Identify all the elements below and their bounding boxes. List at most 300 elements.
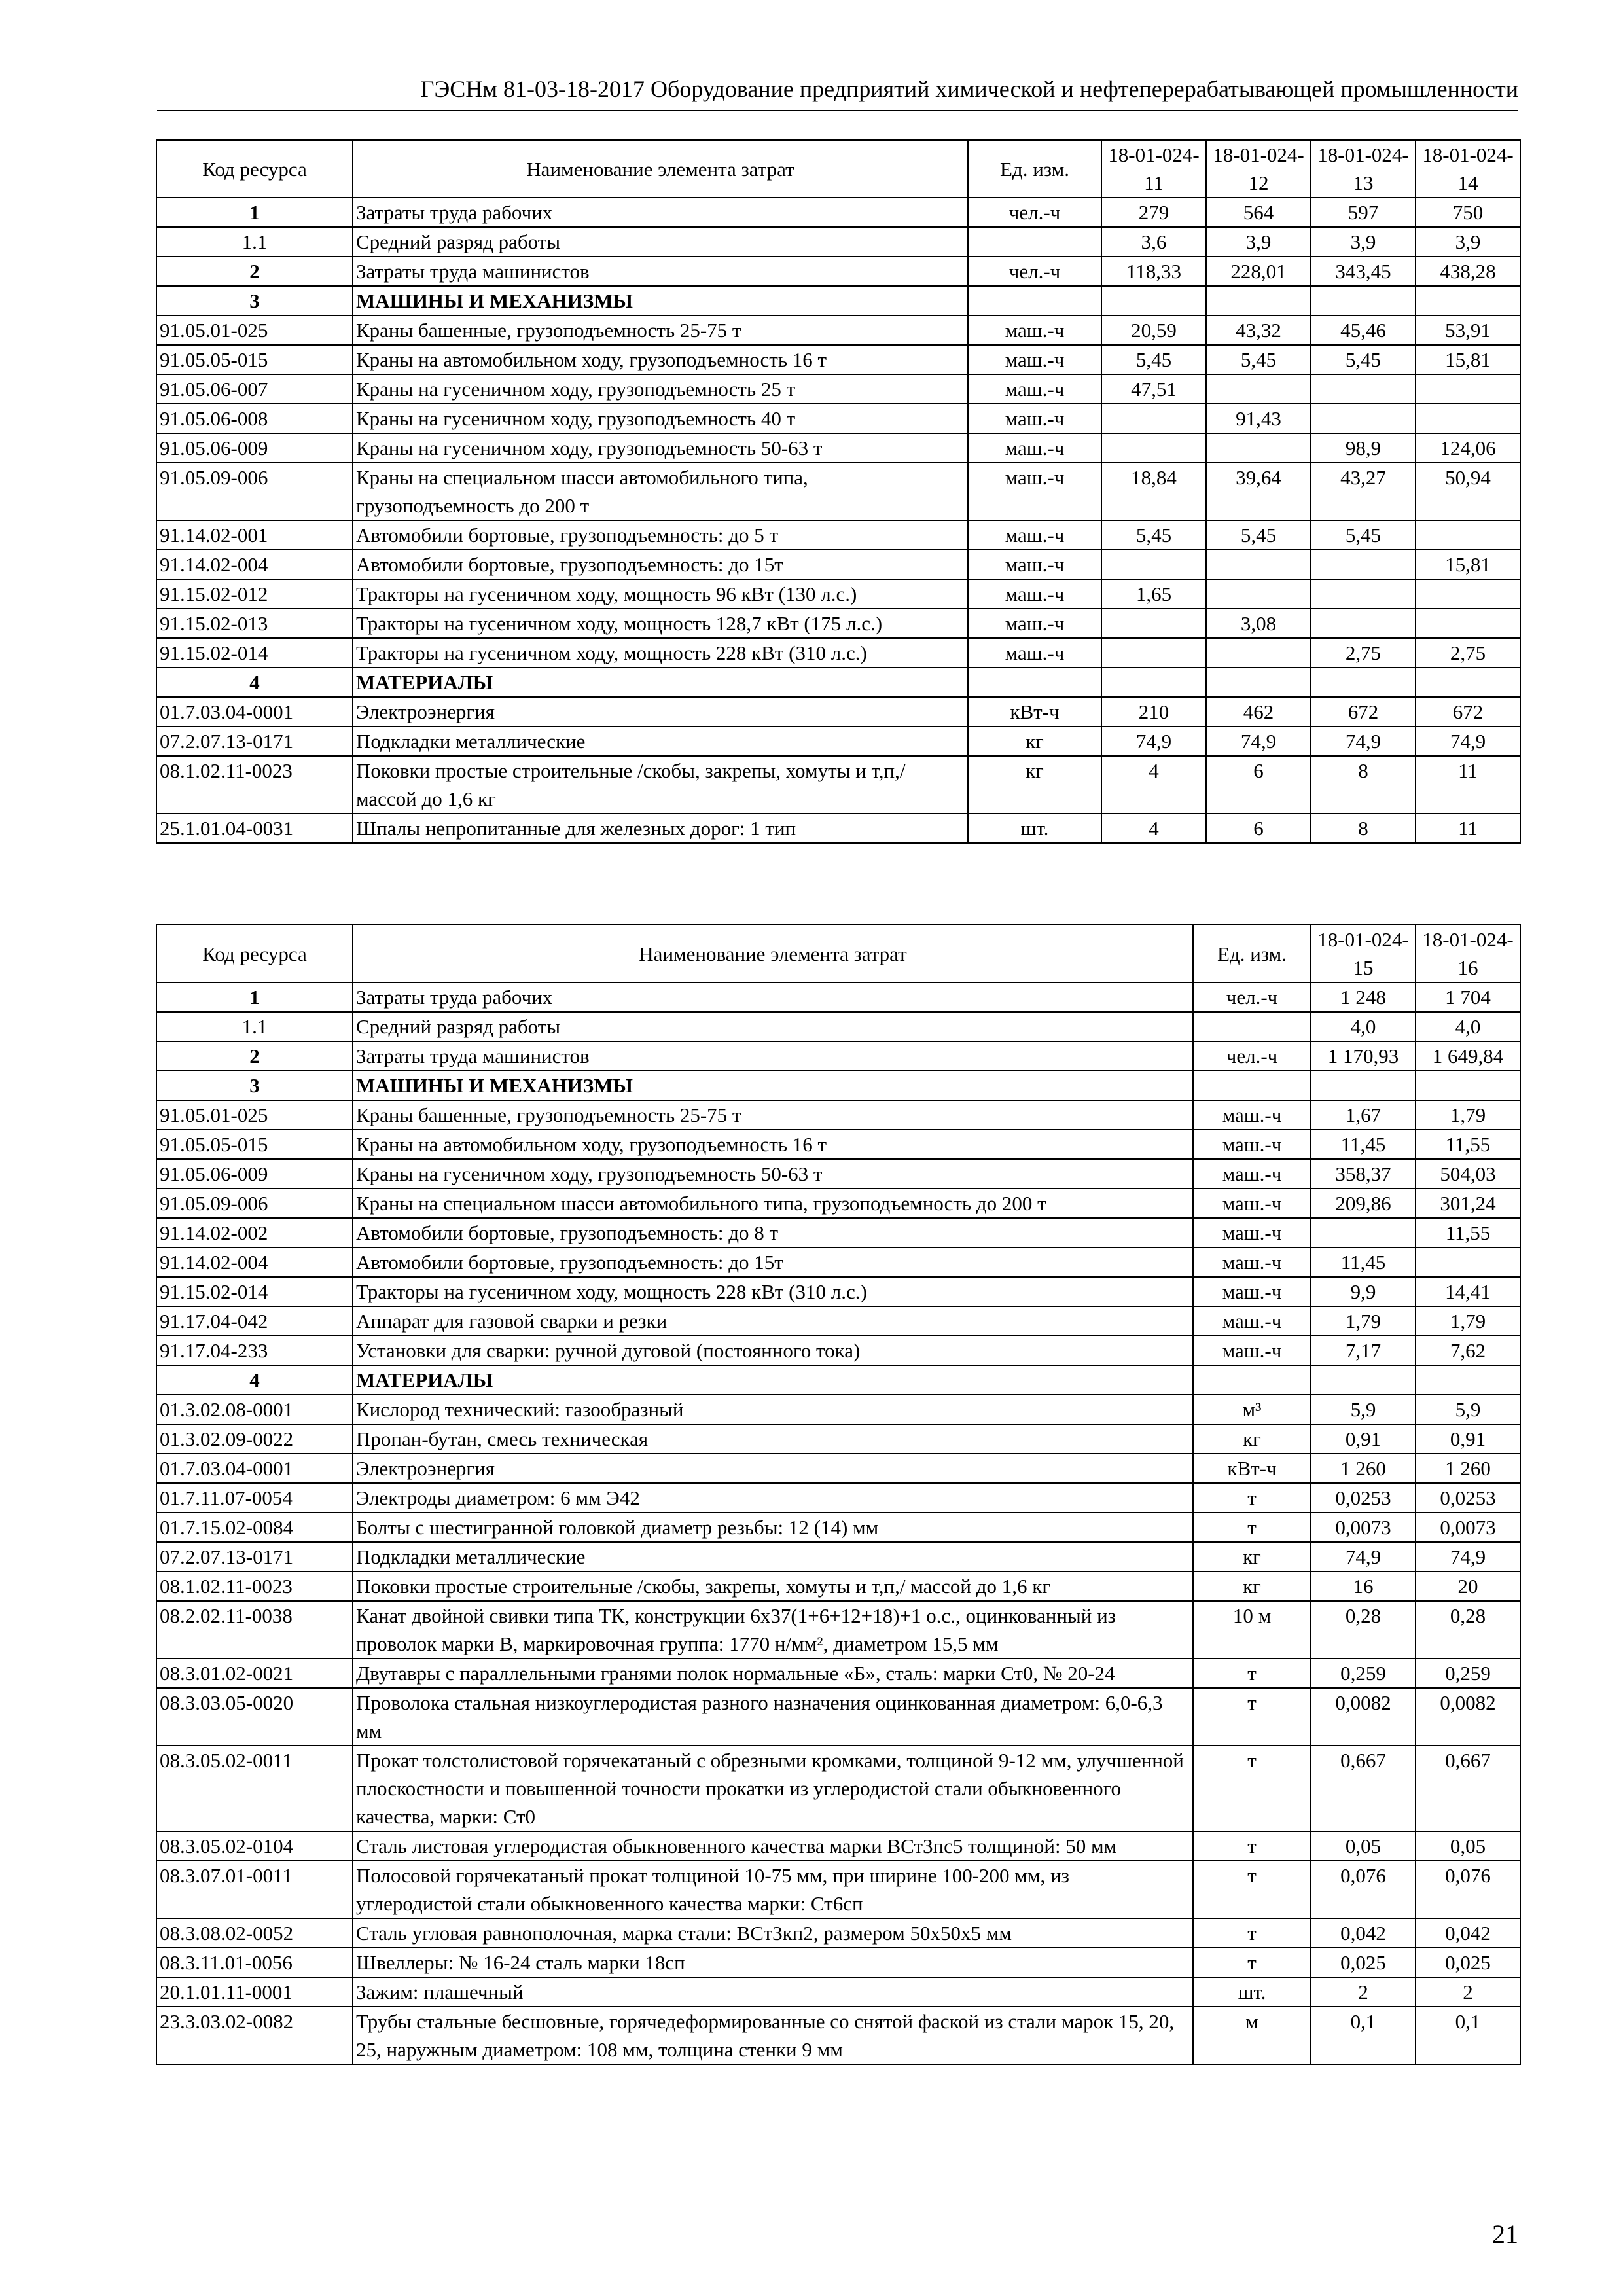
value-cell — [1206, 668, 1311, 697]
value-cell: 15,81 — [1416, 550, 1520, 579]
table-row — [156, 697, 1520, 726]
table-row — [156, 1395, 1520, 1424]
resource-code-cell: 08.3.07.01-0011 — [156, 1861, 353, 1918]
value-cell: 3,9 — [1311, 227, 1416, 257]
resource-name-cell: Трубы стальные бесшовные, горячедеформированные со снятой фаской из стали марок 15, 20, 25, наружным диаметром: 108 мм, толщина стенки 9 мм — [353, 2007, 1193, 2064]
unit-cell: маш.-ч — [968, 550, 1101, 579]
unit-cell: кг — [968, 726, 1101, 756]
resource-name-cell: Поковки простые строительные /скобы, закрепы, хомуты и т,п,/ массой до 1,6 кг — [353, 1571, 1193, 1601]
unit-cell: т — [1193, 1483, 1311, 1513]
resource-name-cell: Затраты труда машинистов — [353, 257, 968, 286]
value-cell: 301,24 — [1416, 1189, 1520, 1218]
unit-cell: маш.-ч — [1193, 1247, 1311, 1277]
value-cell: 438,28 — [1416, 257, 1520, 286]
value-cell: 0,025 — [1416, 1948, 1520, 1977]
table-row — [156, 345, 1520, 374]
unit-cell: маш.-ч — [968, 315, 1101, 345]
resource-name-cell: Тракторы на гусеничном ходу, мощность 228 кВт (310 л.с.) — [353, 1277, 1193, 1306]
resource-name-cell: Средний разряд работы — [353, 227, 968, 257]
resource-name-cell: Электроэнергия — [353, 1454, 1193, 1483]
resource-name-cell: Краны на гусеничном ходу, грузоподъемность 50-63 т — [353, 433, 968, 463]
resource-code-cell: 91.15.02-014 — [156, 638, 353, 668]
value-cell: 5,45 — [1206, 345, 1311, 374]
value-cell: 43,27 — [1311, 463, 1416, 520]
resource-code-cell: 08.1.02.11-0023 — [156, 1571, 353, 1601]
unit-cell: маш.-ч — [968, 463, 1101, 520]
table-row — [156, 2007, 1520, 2064]
value-cell: 47,51 — [1101, 374, 1206, 404]
value-cell: 343,45 — [1311, 257, 1416, 286]
table-row — [156, 404, 1520, 433]
value-cell: 3,08 — [1206, 609, 1311, 638]
value-cell: 11 — [1416, 814, 1520, 843]
header-unit: Ед. изм. — [968, 140, 1101, 198]
unit-cell — [1193, 1012, 1311, 1041]
value-cell — [1416, 404, 1520, 433]
unit-cell: чел.-ч — [1193, 1041, 1311, 1071]
table-row — [156, 198, 1520, 227]
resource-code-cell: 91.15.02-012 — [156, 579, 353, 609]
value-cell: 11,45 — [1311, 1247, 1416, 1277]
unit-cell: маш.-ч — [968, 520, 1101, 550]
unit-cell: маш.-ч — [968, 374, 1101, 404]
value-cell: 45,46 — [1311, 315, 1416, 345]
table-row — [156, 579, 1520, 609]
resource-code-cell: 08.1.02.11-0023 — [156, 756, 353, 814]
table-row — [156, 1306, 1520, 1336]
value-cell: 74,9 — [1206, 726, 1311, 756]
value-cell: 0,259 — [1416, 1659, 1520, 1688]
resource-name-cell: Установки для сварки: ручной дуговой (постоянного тока) — [353, 1336, 1193, 1365]
header-col: 18-01-024-11 — [1101, 140, 1206, 198]
table-row — [156, 1454, 1520, 1483]
table-row — [156, 814, 1520, 843]
unit-cell: маш.-ч — [968, 609, 1101, 638]
resource-code-cell: 08.3.08.02-0052 — [156, 1918, 353, 1948]
value-cell: 504,03 — [1416, 1159, 1520, 1189]
resource-name-cell: Электроды диаметром: 6 мм Э42 — [353, 1483, 1193, 1513]
value-cell — [1101, 404, 1206, 433]
table-header-row — [156, 925, 1520, 982]
resource-code-cell: 91.15.02-013 — [156, 609, 353, 638]
unit-cell: кг — [1193, 1571, 1311, 1601]
resource-name-cell: Подкладки металлические — [353, 726, 968, 756]
unit-cell: кВт-ч — [1193, 1454, 1311, 1483]
value-cell: 1,65 — [1101, 579, 1206, 609]
section-row — [156, 286, 1520, 315]
unit-cell: м — [1193, 2007, 1311, 2064]
header-name: Наименование элемента затрат — [353, 925, 1193, 982]
resource-name-cell: Затраты труда рабочих — [353, 198, 968, 227]
resource-code-cell: 4 — [156, 668, 353, 697]
value-cell: 74,9 — [1416, 726, 1520, 756]
value-cell: 43,32 — [1206, 315, 1311, 345]
value-cell: 1 704 — [1416, 982, 1520, 1012]
table-row — [156, 609, 1520, 638]
table-row — [156, 1542, 1520, 1571]
unit-cell: т — [1193, 1513, 1311, 1542]
value-cell: 0,667 — [1416, 1746, 1520, 1831]
value-cell: 0,05 — [1311, 1831, 1416, 1861]
table-row — [156, 1189, 1520, 1218]
table-row — [156, 638, 1520, 668]
unit-cell — [968, 227, 1101, 257]
table-row — [156, 1247, 1520, 1277]
value-cell: 0,0073 — [1416, 1513, 1520, 1542]
value-cell — [1311, 374, 1416, 404]
table-row — [156, 1012, 1520, 1041]
unit-cell: т — [1193, 1659, 1311, 1688]
value-cell: 11,45 — [1311, 1130, 1416, 1159]
section-row — [156, 668, 1520, 697]
value-cell: 20,59 — [1101, 315, 1206, 345]
value-cell — [1311, 1365, 1416, 1395]
value-cell: 16 — [1311, 1571, 1416, 1601]
value-cell: 4,0 — [1311, 1012, 1416, 1041]
resource-code-cell: 91.05.09-006 — [156, 463, 353, 520]
value-cell: 20 — [1416, 1571, 1520, 1601]
value-cell: 1,79 — [1416, 1100, 1520, 1130]
resource-code-cell: 91.14.02-004 — [156, 550, 353, 579]
value-cell: 53,91 — [1416, 315, 1520, 345]
unit-cell: маш.-ч — [1193, 1130, 1311, 1159]
table-row — [156, 1218, 1520, 1247]
table-body — [156, 198, 1520, 843]
resource-code-cell: 91.15.02-014 — [156, 1277, 353, 1306]
table-row — [156, 257, 1520, 286]
unit-cell: кВт-ч — [968, 697, 1101, 726]
value-cell: 0,042 — [1311, 1918, 1416, 1948]
value-cell: 462 — [1206, 697, 1311, 726]
value-cell: 91,43 — [1206, 404, 1311, 433]
unit-cell: маш.-ч — [968, 579, 1101, 609]
unit-cell — [1193, 1365, 1311, 1395]
document-header — [157, 73, 1518, 111]
resource-name-cell: Автомобили бортовые, грузоподъемность: до 8 т — [353, 1218, 1193, 1247]
resource-code-cell: 23.3.03.02-0082 — [156, 2007, 353, 2064]
value-cell — [1206, 286, 1311, 315]
value-cell: 98,9 — [1311, 433, 1416, 463]
resource-name-cell: Автомобили бортовые, грузоподъемность: до 5 т — [353, 520, 968, 550]
resource-name-cell: Автомобили бортовые, грузоподъемность: до 15т — [353, 1247, 1193, 1277]
unit-cell — [968, 668, 1101, 697]
resource-code-cell: 20.1.01.11-0001 — [156, 1977, 353, 2007]
value-cell: 5,9 — [1416, 1395, 1520, 1424]
value-cell: 8 — [1311, 814, 1416, 843]
value-cell: 1 649,84 — [1416, 1041, 1520, 1071]
unit-cell: маш.-ч — [968, 345, 1101, 374]
value-cell: 7,62 — [1416, 1336, 1520, 1365]
unit-cell: т — [1193, 1831, 1311, 1861]
value-cell: 0,1 — [1311, 2007, 1416, 2064]
unit-cell: т — [1193, 1861, 1311, 1918]
value-cell — [1101, 668, 1206, 697]
resource-name-cell: Аппарат для газовой сварки и резки — [353, 1306, 1193, 1336]
resource-name-cell: Краны на специальном шасси автомобильного типа, грузоподъемность до 200 т — [353, 463, 968, 520]
value-cell: 18,84 — [1101, 463, 1206, 520]
value-cell: 118,33 — [1101, 257, 1206, 286]
resource-name-cell: Шпалы непропитанные для железных дорог: 1 тип — [353, 814, 968, 843]
value-cell: 564 — [1206, 198, 1311, 227]
value-cell: 750 — [1416, 198, 1520, 227]
value-cell — [1311, 609, 1416, 638]
resource-code-cell: 91.05.05-015 — [156, 345, 353, 374]
value-cell — [1311, 1218, 1416, 1247]
unit-cell: маш.-ч — [1193, 1159, 1311, 1189]
table-row — [156, 1424, 1520, 1454]
value-cell: 0,0253 — [1416, 1483, 1520, 1513]
resource-name-cell: Затраты труда машинистов — [353, 1041, 1193, 1071]
value-cell: 11 — [1416, 756, 1520, 814]
table-row — [156, 1571, 1520, 1601]
table-row — [156, 315, 1520, 345]
resource-code-cell: 01.7.03.04-0001 — [156, 697, 353, 726]
value-cell: 124,06 — [1416, 433, 1520, 463]
value-cell: 228,01 — [1206, 257, 1311, 286]
section-row — [156, 1365, 1520, 1395]
value-cell: 8 — [1311, 756, 1416, 814]
resource-code-cell: 01.7.11.07-0054 — [156, 1483, 353, 1513]
value-cell: 0,28 — [1416, 1601, 1520, 1659]
resource-name-cell: Поковки простые строительные /скобы, закрепы, хомуты и т,п,/ массой до 1,6 кг — [353, 756, 968, 814]
resource-name-cell: Тракторы на гусеничном ходу, мощность 228 кВт (310 л.с.) — [353, 638, 968, 668]
value-cell: 0,91 — [1311, 1424, 1416, 1454]
resource-code-cell: 01.7.15.02-0084 — [156, 1513, 353, 1542]
unit-cell: маш.-ч — [1193, 1336, 1311, 1365]
table-row — [156, 1159, 1520, 1189]
value-cell — [1206, 638, 1311, 668]
value-cell: 0,042 — [1416, 1918, 1520, 1948]
resource-name-cell: Затраты труда рабочих — [353, 982, 1193, 1012]
resource-name-cell: Сталь угловая равнополочная, марка стали: ВСт3кп2, размером 50х50х5 мм — [353, 1918, 1193, 1948]
resource-name-cell: Краны на специальном шасси автомобильного типа, грузоподъемность до 200 т — [353, 1189, 1193, 1218]
resource-name-cell: Краны на автомобильном ходу, грузоподъемность 16 т — [353, 345, 968, 374]
header-col: 18-01-024-16 — [1416, 925, 1520, 982]
value-cell: 0,28 — [1311, 1601, 1416, 1659]
value-cell: 0,1 — [1416, 2007, 1520, 2064]
value-cell — [1206, 550, 1311, 579]
value-cell: 74,9 — [1311, 726, 1416, 756]
value-cell: 597 — [1311, 198, 1416, 227]
unit-cell: маш.-ч — [968, 638, 1101, 668]
value-cell: 7,17 — [1311, 1336, 1416, 1365]
table-row — [156, 433, 1520, 463]
table-row — [156, 1513, 1520, 1542]
value-cell — [1416, 286, 1520, 315]
resource-code-cell: 91.05.06-008 — [156, 404, 353, 433]
value-cell: 3,9 — [1206, 227, 1311, 257]
resource-code-cell: 91.05.01-025 — [156, 1100, 353, 1130]
resource-code-cell: 1.1 — [156, 227, 353, 257]
value-cell — [1311, 668, 1416, 697]
resource-name-cell: Краны башенные, грузоподъемность 25-75 т — [353, 1100, 1193, 1130]
value-cell: 0,076 — [1416, 1861, 1520, 1918]
table-row — [156, 1688, 1520, 1746]
resource-code-cell: 1.1 — [156, 1012, 353, 1041]
unit-cell: т — [1193, 1746, 1311, 1831]
unit-cell: т — [1193, 1918, 1311, 1948]
value-cell: 210 — [1101, 697, 1206, 726]
value-cell: 5,45 — [1206, 520, 1311, 550]
resource-code-cell: 91.05.06-009 — [156, 1159, 353, 1189]
value-cell: 0,0073 — [1311, 1513, 1416, 1542]
resource-name-cell: МАШИНЫ И МЕХАНИЗМЫ — [353, 286, 968, 315]
value-cell: 0,05 — [1416, 1831, 1520, 1861]
resource-code-cell: 01.3.02.09-0022 — [156, 1424, 353, 1454]
header-col: 18-01-024-12 — [1206, 140, 1311, 198]
document-title: ГЭСНм 81-03-18-2017 Оборудование предприятий химической и нефтеперерабатывающей промышленности — [420, 76, 1518, 102]
value-cell — [1416, 668, 1520, 697]
resource-code-cell: 91.05.05-015 — [156, 1130, 353, 1159]
unit-cell: кг — [1193, 1542, 1311, 1571]
page-number: 21 — [1492, 2219, 1518, 2249]
resource-code-cell: 08.2.02.11-0038 — [156, 1601, 353, 1659]
value-cell: 74,9 — [1416, 1542, 1520, 1571]
unit-cell: шт. — [968, 814, 1101, 843]
unit-cell: т — [1193, 1688, 1311, 1746]
value-cell — [1416, 1247, 1520, 1277]
value-cell: 0,025 — [1311, 1948, 1416, 1977]
value-cell: 1 248 — [1311, 982, 1416, 1012]
header-code: Код ресурса — [156, 925, 353, 982]
table-row — [156, 1918, 1520, 1948]
header-col: 18-01-024-13 — [1311, 140, 1416, 198]
resource-code-cell: 01.3.02.08-0001 — [156, 1395, 353, 1424]
value-cell — [1311, 404, 1416, 433]
resource-code-cell: 08.3.05.02-0104 — [156, 1831, 353, 1861]
table-row — [156, 1746, 1520, 1831]
header-unit: Ед. изм. — [1193, 925, 1311, 982]
value-cell: 6 — [1206, 814, 1311, 843]
value-cell — [1101, 433, 1206, 463]
value-cell: 1 170,93 — [1311, 1041, 1416, 1071]
table-row — [156, 1659, 1520, 1688]
header-code: Код ресурса — [156, 140, 353, 198]
resource-code-cell: 08.3.11.01-0056 — [156, 1948, 353, 1977]
resource-code-cell: 2 — [156, 1041, 353, 1071]
value-cell: 2,75 — [1311, 638, 1416, 668]
resource-name-cell: Подкладки металлические — [353, 1542, 1193, 1571]
table-row — [156, 520, 1520, 550]
unit-cell: маш.-ч — [1193, 1189, 1311, 1218]
value-cell — [1101, 286, 1206, 315]
resource-name-cell: Тракторы на гусеничном ходу, мощность 96 кВт (130 л.с.) — [353, 579, 968, 609]
unit-cell: маш.-ч — [968, 404, 1101, 433]
resource-name-cell: Двутавры с параллельными гранями полок нормальные «Б», сталь: марки Ст0, № 20-24 — [353, 1659, 1193, 1688]
unit-cell: шт. — [1193, 1977, 1311, 2007]
unit-cell: м³ — [1193, 1395, 1311, 1424]
resource-name-cell: Сталь листовая углеродистая обыкновенного качества марки ВСт3пс5 толщиной: 50 мм — [353, 1831, 1193, 1861]
resource-name-cell: Автомобили бортовые, грузоподъемность: до 15т — [353, 550, 968, 579]
unit-cell: маш.-ч — [968, 433, 1101, 463]
value-cell: 4 — [1101, 814, 1206, 843]
resource-name-cell: МАТЕРИАЛЫ — [353, 668, 968, 697]
unit-cell: кг — [968, 756, 1101, 814]
value-cell: 0,0082 — [1416, 1688, 1520, 1746]
resource-name-cell: МАТЕРИАЛЫ — [353, 1365, 1193, 1395]
resource-code-cell: 1 — [156, 198, 353, 227]
resource-code-cell: 3 — [156, 286, 353, 315]
table-row — [156, 1483, 1520, 1513]
value-cell: 358,37 — [1311, 1159, 1416, 1189]
table-row — [156, 1977, 1520, 2007]
header-name: Наименование элемента затрат — [353, 140, 968, 198]
resource-name-cell: Прокат толстолистовой горячекатаный с обрезными кромками, толщиной 9-12 мм, улучшенной плоскостности и повышенной точности прокатки из углеродистой стали обыкновенного качества, марки: Ст0 — [353, 1746, 1193, 1831]
resource-code-cell: 1 — [156, 982, 353, 1012]
value-cell: 2 — [1416, 1977, 1520, 2007]
value-cell — [1416, 579, 1520, 609]
unit-cell: маш.-ч — [1193, 1218, 1311, 1247]
value-cell: 74,9 — [1311, 1542, 1416, 1571]
resource-code-cell: 2 — [156, 257, 353, 286]
resource-name-cell: Пропан-бутан, смесь техническая — [353, 1424, 1193, 1454]
value-cell: 5,45 — [1101, 345, 1206, 374]
resource-code-cell: 25.1.01.04-0031 — [156, 814, 353, 843]
resource-name-cell: Зажим: плашечный — [353, 1977, 1193, 2007]
value-cell — [1206, 579, 1311, 609]
resource-code-cell: 01.7.03.04-0001 — [156, 1454, 353, 1483]
table-row — [156, 1130, 1520, 1159]
resource-code-cell: 91.14.02-004 — [156, 1247, 353, 1277]
header-col: 18-01-024-14 — [1416, 140, 1520, 198]
value-cell: 3,6 — [1101, 227, 1206, 257]
table-row — [156, 463, 1520, 520]
table-row — [156, 1277, 1520, 1306]
resource-table-2 — [156, 924, 1521, 2065]
value-cell: 4 — [1101, 756, 1206, 814]
table-row — [156, 1831, 1520, 1861]
table-row — [156, 1100, 1520, 1130]
resource-name-cell: Краны на гусеничном ходу, грузоподъемность 40 т — [353, 404, 968, 433]
unit-cell: чел.-ч — [968, 257, 1101, 286]
value-cell — [1416, 374, 1520, 404]
resource-table-1 — [156, 139, 1521, 844]
value-cell: 5,45 — [1311, 520, 1416, 550]
resource-code-cell: 91.05.01-025 — [156, 315, 353, 345]
value-cell — [1311, 550, 1416, 579]
value-cell — [1416, 609, 1520, 638]
resource-name-cell: Краны на гусеничном ходу, грузоподъемность 25 т — [353, 374, 968, 404]
table-row — [156, 1601, 1520, 1659]
resource-name-cell: Швеллеры: № 16-24 сталь марки 18сп — [353, 1948, 1193, 1977]
value-cell: 1 260 — [1416, 1454, 1520, 1483]
resource-name-cell: Болты с шестигранной головкой диаметр резьбы: 12 (14) мм — [353, 1513, 1193, 1542]
resource-name-cell: Полосовой горячекатаный прокат толщиной 10-75 мм, при ширине 100-200 мм, из углеродистой стали обыкновенного качества марки: Ст6сп — [353, 1861, 1193, 1918]
table-row — [156, 227, 1520, 257]
resource-code-cell: 91.05.09-006 — [156, 1189, 353, 1218]
header-col: 18-01-024-15 — [1311, 925, 1416, 982]
value-cell: 672 — [1311, 697, 1416, 726]
resource-code-cell: 91.05.06-009 — [156, 433, 353, 463]
table-row — [156, 756, 1520, 814]
resource-code-cell: 91.14.02-001 — [156, 520, 353, 550]
resource-code-cell: 91.17.04-233 — [156, 1336, 353, 1365]
value-cell — [1311, 579, 1416, 609]
unit-cell — [968, 286, 1101, 315]
resource-code-cell: 91.14.02-002 — [156, 1218, 353, 1247]
value-cell: 5,45 — [1311, 345, 1416, 374]
table-row — [156, 550, 1520, 579]
table-row — [156, 726, 1520, 756]
value-cell: 74,9 — [1101, 726, 1206, 756]
value-cell: 2 — [1311, 1977, 1416, 2007]
table-row — [156, 1948, 1520, 1977]
value-cell: 0,667 — [1311, 1746, 1416, 1831]
value-cell: 672 — [1416, 697, 1520, 726]
resource-name-cell: Проволока стальная низкоуглеродистая разного назначения оцинкованная диаметром: 6,0-6,3 мм — [353, 1688, 1193, 1746]
value-cell — [1416, 1365, 1520, 1395]
resource-name-cell: Краны башенные, грузоподъемность 25-75 т — [353, 315, 968, 345]
